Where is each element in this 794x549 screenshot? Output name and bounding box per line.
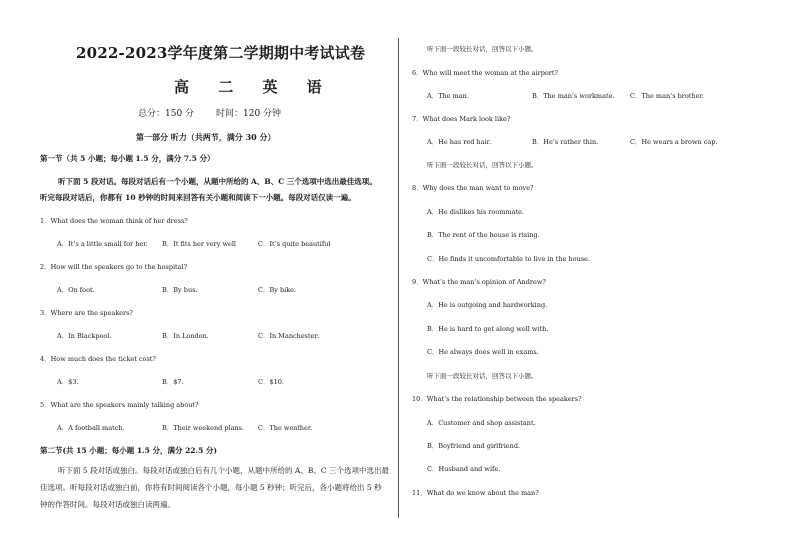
section-one-instruction-1: 听下面 5 段对话。每段对话后有一个小题，从题中所给的 A、B、C 三个选项中选出最佳选项。 [58, 177, 377, 186]
exam-title: 2022-2023学年度第二学期期中考试试卷 [76, 44, 366, 62]
exam-time: 时间：120 分钟 [216, 109, 282, 119]
section-one-instruction-2: 听完每段对话后，你都有 10 秒钟的时间来回答有关小题和阅读下一小题。每段对话仅读一遍。 [40, 193, 356, 202]
q2-option-a: A．On foot. [57, 286, 95, 294]
total-score: 总分：150 分 [138, 109, 195, 119]
question-11: 11．What do we know about the man? [412, 489, 539, 497]
q1-option-c: C．It’s quite beautiful [258, 240, 331, 248]
q7-option-c: C．He wears a brown cap. [630, 138, 718, 146]
q10-option-a: A．Customer and shop assistant. [427, 419, 536, 427]
question-6: 6．Who will meet the woman at the airport? [412, 69, 558, 77]
question-4: 4．How much does the ticket cost? [40, 355, 156, 363]
question-8: 8．Why does the man want to move? [412, 184, 534, 192]
q2-option-c: C．By bike. [258, 286, 297, 294]
q6-option-c: C．The man’s brother. [630, 92, 704, 100]
q10-option-b: B．Boyfriend and girlfriend. [427, 442, 521, 450]
q5-option-a: A．A football match. [57, 424, 125, 432]
q7-option-a: A．He has red hair. [427, 138, 492, 146]
q4-option-b: B．$7. [162, 378, 184, 386]
q3-option-b: B．In London. [162, 332, 209, 340]
q3-option-c: C．In Manchester. [258, 332, 319, 340]
question-3: 3．Where are the speakers? [40, 309, 133, 317]
q5-option-c: C．The weather. [258, 424, 313, 432]
question-1: 1．What does the woman think of her dress? [40, 217, 188, 225]
section-one-heading: 第一节（共 5 小题；每小题 1.5 分，满分 7.5 分） [40, 154, 215, 163]
q9-option-b: B．He is hard to get along well with. [427, 325, 549, 333]
section-two-instruction-2: 佳选项。听每段对话或独白前，你将有时间阅读各个小题，每小题 5 秒钟；听完后，各小题将给出 5 秒 [40, 483, 382, 492]
q8-option-b: B．The rent of the house is rising. [427, 231, 540, 239]
q4-option-c: C．$10. [258, 378, 284, 386]
q10-option-c: C．Husband and wife. [427, 465, 501, 473]
q6-option-a: A．The man. [427, 92, 469, 100]
q9-option-c: C．He always does well in exams. [427, 348, 539, 356]
q1-option-a: A．It’s a little small for her. [57, 240, 148, 248]
section-two-instruction-3: 钟的作答时间。每段对话或独白读两遍。 [40, 500, 175, 509]
question-10: 10．What’s the relationship between the speakers? [412, 395, 582, 403]
q8-option-a: A．He dislikes his roommate. [427, 208, 525, 216]
q1-option-b: B．It fits her very well [162, 240, 237, 248]
column-divider [398, 38, 399, 518]
question-2: 2．How will the speakers go to the hospital? [40, 263, 188, 271]
q6-option-b: B．The man’s workmate. [532, 92, 615, 100]
q8-option-c: C．He finds it uncomfortable to live in the house. [427, 255, 590, 263]
q3-option-a: A．In Blackpool. [57, 332, 112, 340]
question-7: 7．What does Mark look like? [412, 115, 511, 123]
listening-note-2: 听下面一段较长对话，回答以下小题。 [427, 161, 538, 169]
question-5: 5．What are the speakers mainly talking about? [40, 401, 199, 409]
listening-note-3: 听下面一段较长对话，回答以下小题。 [427, 372, 538, 380]
subject-title: 高 二 英 语 [174, 78, 334, 96]
question-9: 9．What’s the man’s opinion of Andrew? [412, 278, 546, 286]
section-two-instruction-1: 听下面 5 段对话或独白。每段对话或独白后有几个小题，从题中所给的 A、B、C 三个选项中选出最 [58, 466, 389, 475]
listening-note-1: 听下面一段较长对话，回答以下小题。 [427, 45, 538, 53]
part-one-heading: 第一部分 听力（共两节，满分 30 分） [136, 132, 276, 142]
q2-option-b: B．By bus. [162, 286, 198, 294]
q5-option-b: B．Their weekend plans. [162, 424, 245, 432]
section-two-heading: 第二节(共 15 小题；每小题 1.5 分，满分 22.5 分) [40, 446, 218, 455]
q9-option-a: A．He is outgoing and hardworking. [427, 301, 548, 309]
q4-option-a: A．$3. [57, 378, 79, 386]
q7-option-b: B．He’s rather thin. [532, 138, 599, 146]
